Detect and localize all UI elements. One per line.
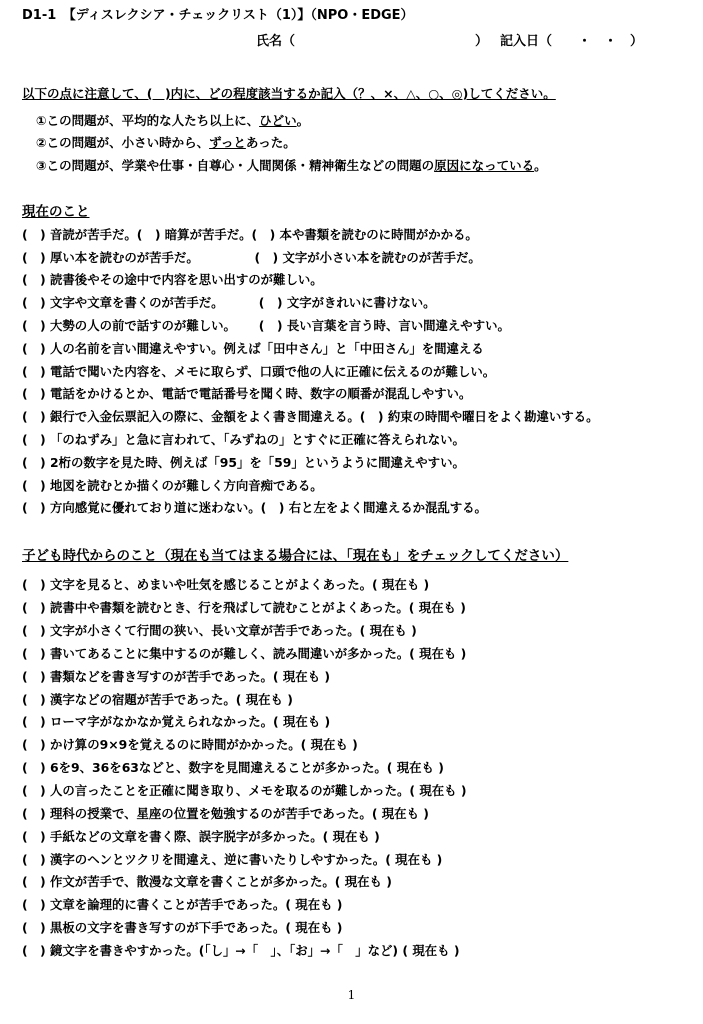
checklist-item: ( ) 黒板の文字を書き写すのが下手であった。( 現在も ) xyxy=(22,920,343,935)
instruction-text: 以下の点に注意して、( )内に、どの程度該当するか記入（？、×、△、○、◎)してください。 xyxy=(22,86,556,101)
section-heading-current: 現在のこと xyxy=(22,204,90,220)
checklist-item: ( ) 鏡文字を書きやすかった。(「し」→「 」、「お」→「 」など) ( 現在も ) xyxy=(22,943,460,958)
header-fields xyxy=(256,34,643,50)
checklist-item: ( ) 文字が小さくて行間の狭い、長い文章が苦手であった。( 現在も ) xyxy=(22,623,417,638)
page-number: 1 xyxy=(347,988,356,1002)
checklist-item: ( ) 方向感覚に優れており道に迷わない。( ) 右と左をよく間違えるか混乱する。 xyxy=(22,500,487,515)
note-1: ①この問題が、平均的な人たち以上に、ひどい。 xyxy=(36,113,310,128)
checklist-item: ( ) 理科の授業で、星座の位置を勉強するのが苦手であった。( 現在も ) xyxy=(22,806,429,821)
note-2: ②この問題が、小さい時から、ずっとあった。 xyxy=(36,135,296,150)
checklist-item: ( ) 読書中や書類を読むとき、行を飛ばして読むことがよくあった。( 現在も ) xyxy=(22,600,466,615)
checklist-item: ( ) 書いてあることに集中するのが難しく、読み間違いが多かった。( 現在も ) xyxy=(22,646,467,661)
checklist-item: ( ) 書類などを書き写すのが苦手であった。( 現在も ) xyxy=(22,669,331,684)
checklist-item: ( ) かけ算の9×9を覚えるのに時間がかかった。( 現在も ) xyxy=(22,737,358,752)
checklist-item: ( ) 大勢の人の前で話すのが難しい。 ( ) 長い言葉を言う時、言い間違えやすい。 xyxy=(22,318,510,333)
checklist-item: ( ) 漢字のヘンとツクリを間違え、逆に書いたりしやすかった。( 現在も ) xyxy=(22,852,443,867)
name-field-close: ） xyxy=(475,34,489,49)
checklist-item: ( ) 文字を見ると、めまいや吐気を感じることがよくあった。( 現在も ) xyxy=(22,577,430,592)
checklist-item: ( ) 6を9、36を63などと、数字を見間違えることが多かった。( 現在も ) xyxy=(22,760,444,775)
date-label: 記入日（ ・ ・ ） xyxy=(500,34,644,49)
checklist-item: ( ) 文章を論理的に書くことが苦手であった。( 現在も ) xyxy=(22,897,343,912)
checklist-item: ( ) 電話で聞いた内容を、メモに取らず、口頭で他の人に正確に伝えるのが難しい。 xyxy=(22,364,496,379)
checklist-item: ( ) 銀行で入金伝票記入の際に、金額をよく書き間違える。( ) 約束の時間や曜日をよく勘違いする。 xyxy=(22,409,599,424)
checklist-item: ( ) 「のねずみ」と急に言われて、「みずねの」とすぐに正確に答えられない。 xyxy=(22,432,465,447)
checklist-item: ( ) 手紙などの文章を書く際、誤字脱字が多かった。( 現在も ) xyxy=(22,829,380,844)
checklist-item: ( ) 文字や文章を書くのが苦手だ。 ( ) 文字がきれいに書けない。 xyxy=(22,295,436,310)
checklist-item: ( ) 2桁の数字を見た時、例えば「95」を「59」というように間違えやすい。 xyxy=(22,455,465,470)
checklist-item: ( ) 電話をかけるとか、電話で電話番号を聞く時、数字の順番が混乱しやすい。 xyxy=(22,386,472,401)
document-title: D1-1 【ディスレクシア・チェックリスト（1）】（NPO・EDGE） xyxy=(22,8,414,23)
checklist-item: ( ) 作文が苦手で、散漫な文章を書くことが多かった。( 現在も ) xyxy=(22,874,392,889)
checklist-item: ( ) 漢字などの宿題が苦手であった。( 現在も ) xyxy=(22,692,293,707)
checklist-item: ( ) 人の言ったことを正確に聞き取り、メモを取るのが難しかった。( 現在も ) xyxy=(22,783,467,798)
checklist-item: ( ) 地図を読むとか描くのが難しく方向音痴である。 xyxy=(22,478,323,493)
name-label: 氏名（ xyxy=(256,34,296,49)
checklist-item: ( ) 音読が苦手だ。( ) 暗算が苦手だ。( ) 本や書類を読むのに時間がかかる。 xyxy=(22,227,478,242)
checklist-item: ( ) 人の名前を言い間違えやすい。例えば「田中さん」と「中田さん」を間違える xyxy=(22,341,484,356)
note-3: ③この問題が、学業や仕事・自尊心・人間関係・精神衛生などの問題の原因になっている。 xyxy=(36,158,547,173)
checklist-item: ( ) 読書後やその途中で内容を思い出すのが難しい。 xyxy=(22,272,323,287)
section-heading-childhood: 子ども時代からのこと（現在も当てはまる場合には、「現在も」をチェックしてください） xyxy=(22,548,569,564)
checklist-item: ( ) ローマ字がなかなか覚えられなかった。( 現在も ) xyxy=(22,714,331,729)
checklist-item: ( ) 厚い本を読むのが苦手だ。 ( ) 文字が小さい本を読むのが苦手だ。 xyxy=(22,250,481,265)
